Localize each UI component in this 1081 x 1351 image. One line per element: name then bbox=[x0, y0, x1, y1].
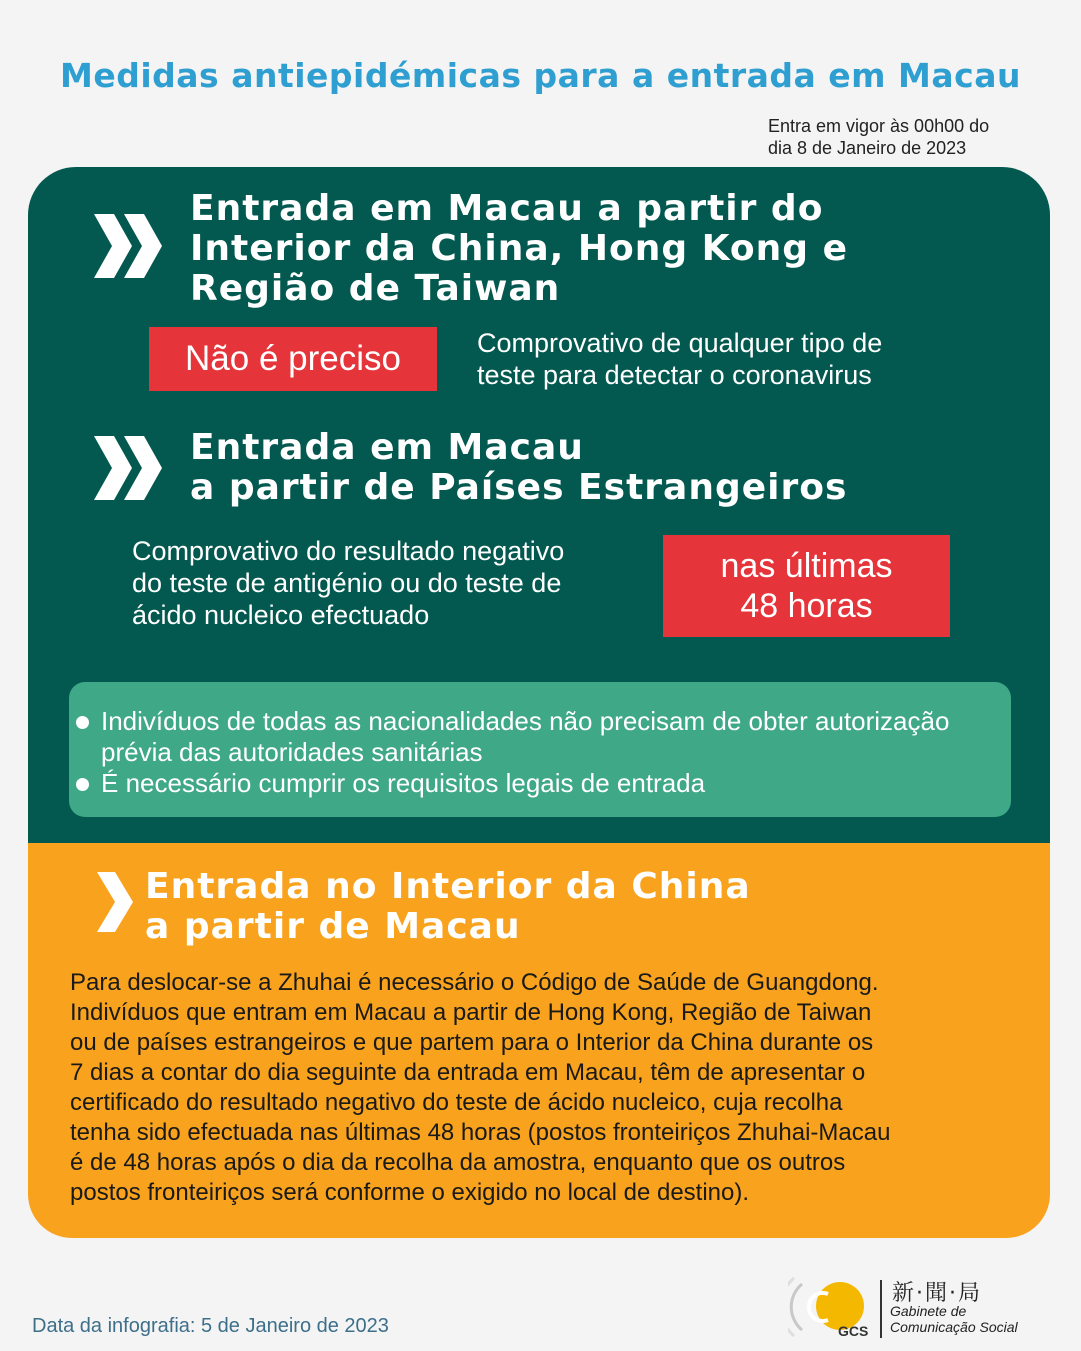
gcs-logo bbox=[788, 1272, 1058, 1342]
gcs-logo-mark-icon bbox=[788, 1272, 878, 1342]
section-1-heading-line: Interior da China, Hong Kong e bbox=[190, 228, 849, 269]
effective-line-2: dia 8 de Janeiro de 2023 bbox=[768, 138, 967, 158]
section-2-text-line: Comprovativo do resultado negativo bbox=[132, 536, 565, 566]
note-item bbox=[101, 706, 981, 768]
double-chevron-right-icon bbox=[92, 210, 164, 282]
logo-divider bbox=[880, 1280, 882, 1338]
badge-line: nas últimas bbox=[720, 547, 893, 585]
notes-box bbox=[69, 682, 1011, 817]
note-item bbox=[101, 768, 981, 799]
logo-mark-text: GCS bbox=[838, 1323, 869, 1339]
note-text: Indivíduos de todas as nacionalidades não precisam de obter autorização prévia das autoridades sanitárias bbox=[101, 706, 950, 767]
infographic-date: Data da infografia: 5 de Janeiro de 2023 bbox=[32, 1315, 389, 1337]
page-title: Medidas antiepidémicas para a entrada em Macau bbox=[60, 56, 1021, 95]
section-3-body-line: tenha sido efectuada nas últimas 48 horas (postos fronteiriços Zhuhai-Macau bbox=[70, 1119, 891, 1146]
section-3-body-line: postos fronteiriços será conforme o exigido no local de destino). bbox=[70, 1179, 750, 1206]
last-48-hours-badge bbox=[663, 535, 950, 637]
not-required-badge: Não é preciso bbox=[149, 327, 437, 391]
section-3-heading bbox=[145, 867, 965, 947]
section-1-heading-line: Região de Taiwan bbox=[190, 268, 561, 309]
section-3-heading-line: Entrada no Interior da China bbox=[145, 866, 751, 907]
section-3-body-line: 7 dias a contar do dia seguinte da entrada em Macau, têm de apresentar o bbox=[70, 1059, 866, 1086]
section-3-body bbox=[70, 968, 1020, 1208]
section-2-heading bbox=[190, 428, 1010, 508]
effective-line-1: Entra em vigor às 00h00 do bbox=[768, 116, 990, 136]
bullet-dot-icon bbox=[76, 716, 89, 729]
section-2-text-line: ácido nucleico efectuado bbox=[132, 600, 430, 630]
bullet-dot-icon bbox=[76, 778, 89, 791]
section-3-body-line: certificado do resultado negativo do teste de ácido nucleico, cuja recolha bbox=[70, 1089, 843, 1116]
section-3-body-line: Para deslocar-se a Zhuhai é necessário o Código de Saúde de Guangdong. bbox=[70, 969, 879, 996]
effective-date bbox=[768, 115, 1038, 159]
section-3-body-line: ou de países estrangeiros e que partem para o Interior da China durante os bbox=[70, 1029, 874, 1056]
chevron-right-icon bbox=[95, 870, 135, 934]
section-1-text-line: Comprovativo de qualquer tipo de bbox=[477, 328, 883, 358]
section-1-text bbox=[477, 327, 997, 391]
logo-portuguese-name bbox=[890, 1303, 1018, 1335]
section-1-heading bbox=[190, 189, 1010, 309]
section-2-heading-line: Entrada em Macau bbox=[190, 427, 584, 468]
badge-line: 48 horas bbox=[740, 587, 873, 625]
logo-line-1: Gabinete de bbox=[890, 1303, 967, 1319]
section-1-heading-line: Entrada em Macau a partir do bbox=[190, 188, 824, 229]
logo-chinese-name: 新·聞·局 bbox=[892, 1281, 982, 1306]
section-3-heading-line: a partir de Macau bbox=[145, 906, 521, 947]
section-2-heading-line: a partir de Países Estrangeiros bbox=[190, 467, 848, 508]
section-2-text bbox=[132, 535, 652, 631]
double-chevron-right-icon bbox=[92, 432, 164, 504]
section-2-text-line: do teste de antigénio ou do teste de bbox=[132, 568, 562, 598]
section-1-text-line: teste para detectar o coronavirus bbox=[477, 360, 872, 390]
note-text: É necessário cumprir os requisitos legais de entrada bbox=[101, 768, 706, 798]
section-3-body-line: é de 48 horas após o dia da recolha da amostra, enquanto que os outros bbox=[70, 1149, 846, 1176]
section-3-body-line: Indivíduos que entram em Macau a partir de Hong Kong, Região de Taiwan bbox=[70, 999, 872, 1026]
logo-line-2: Comunicação Social bbox=[890, 1319, 1018, 1335]
